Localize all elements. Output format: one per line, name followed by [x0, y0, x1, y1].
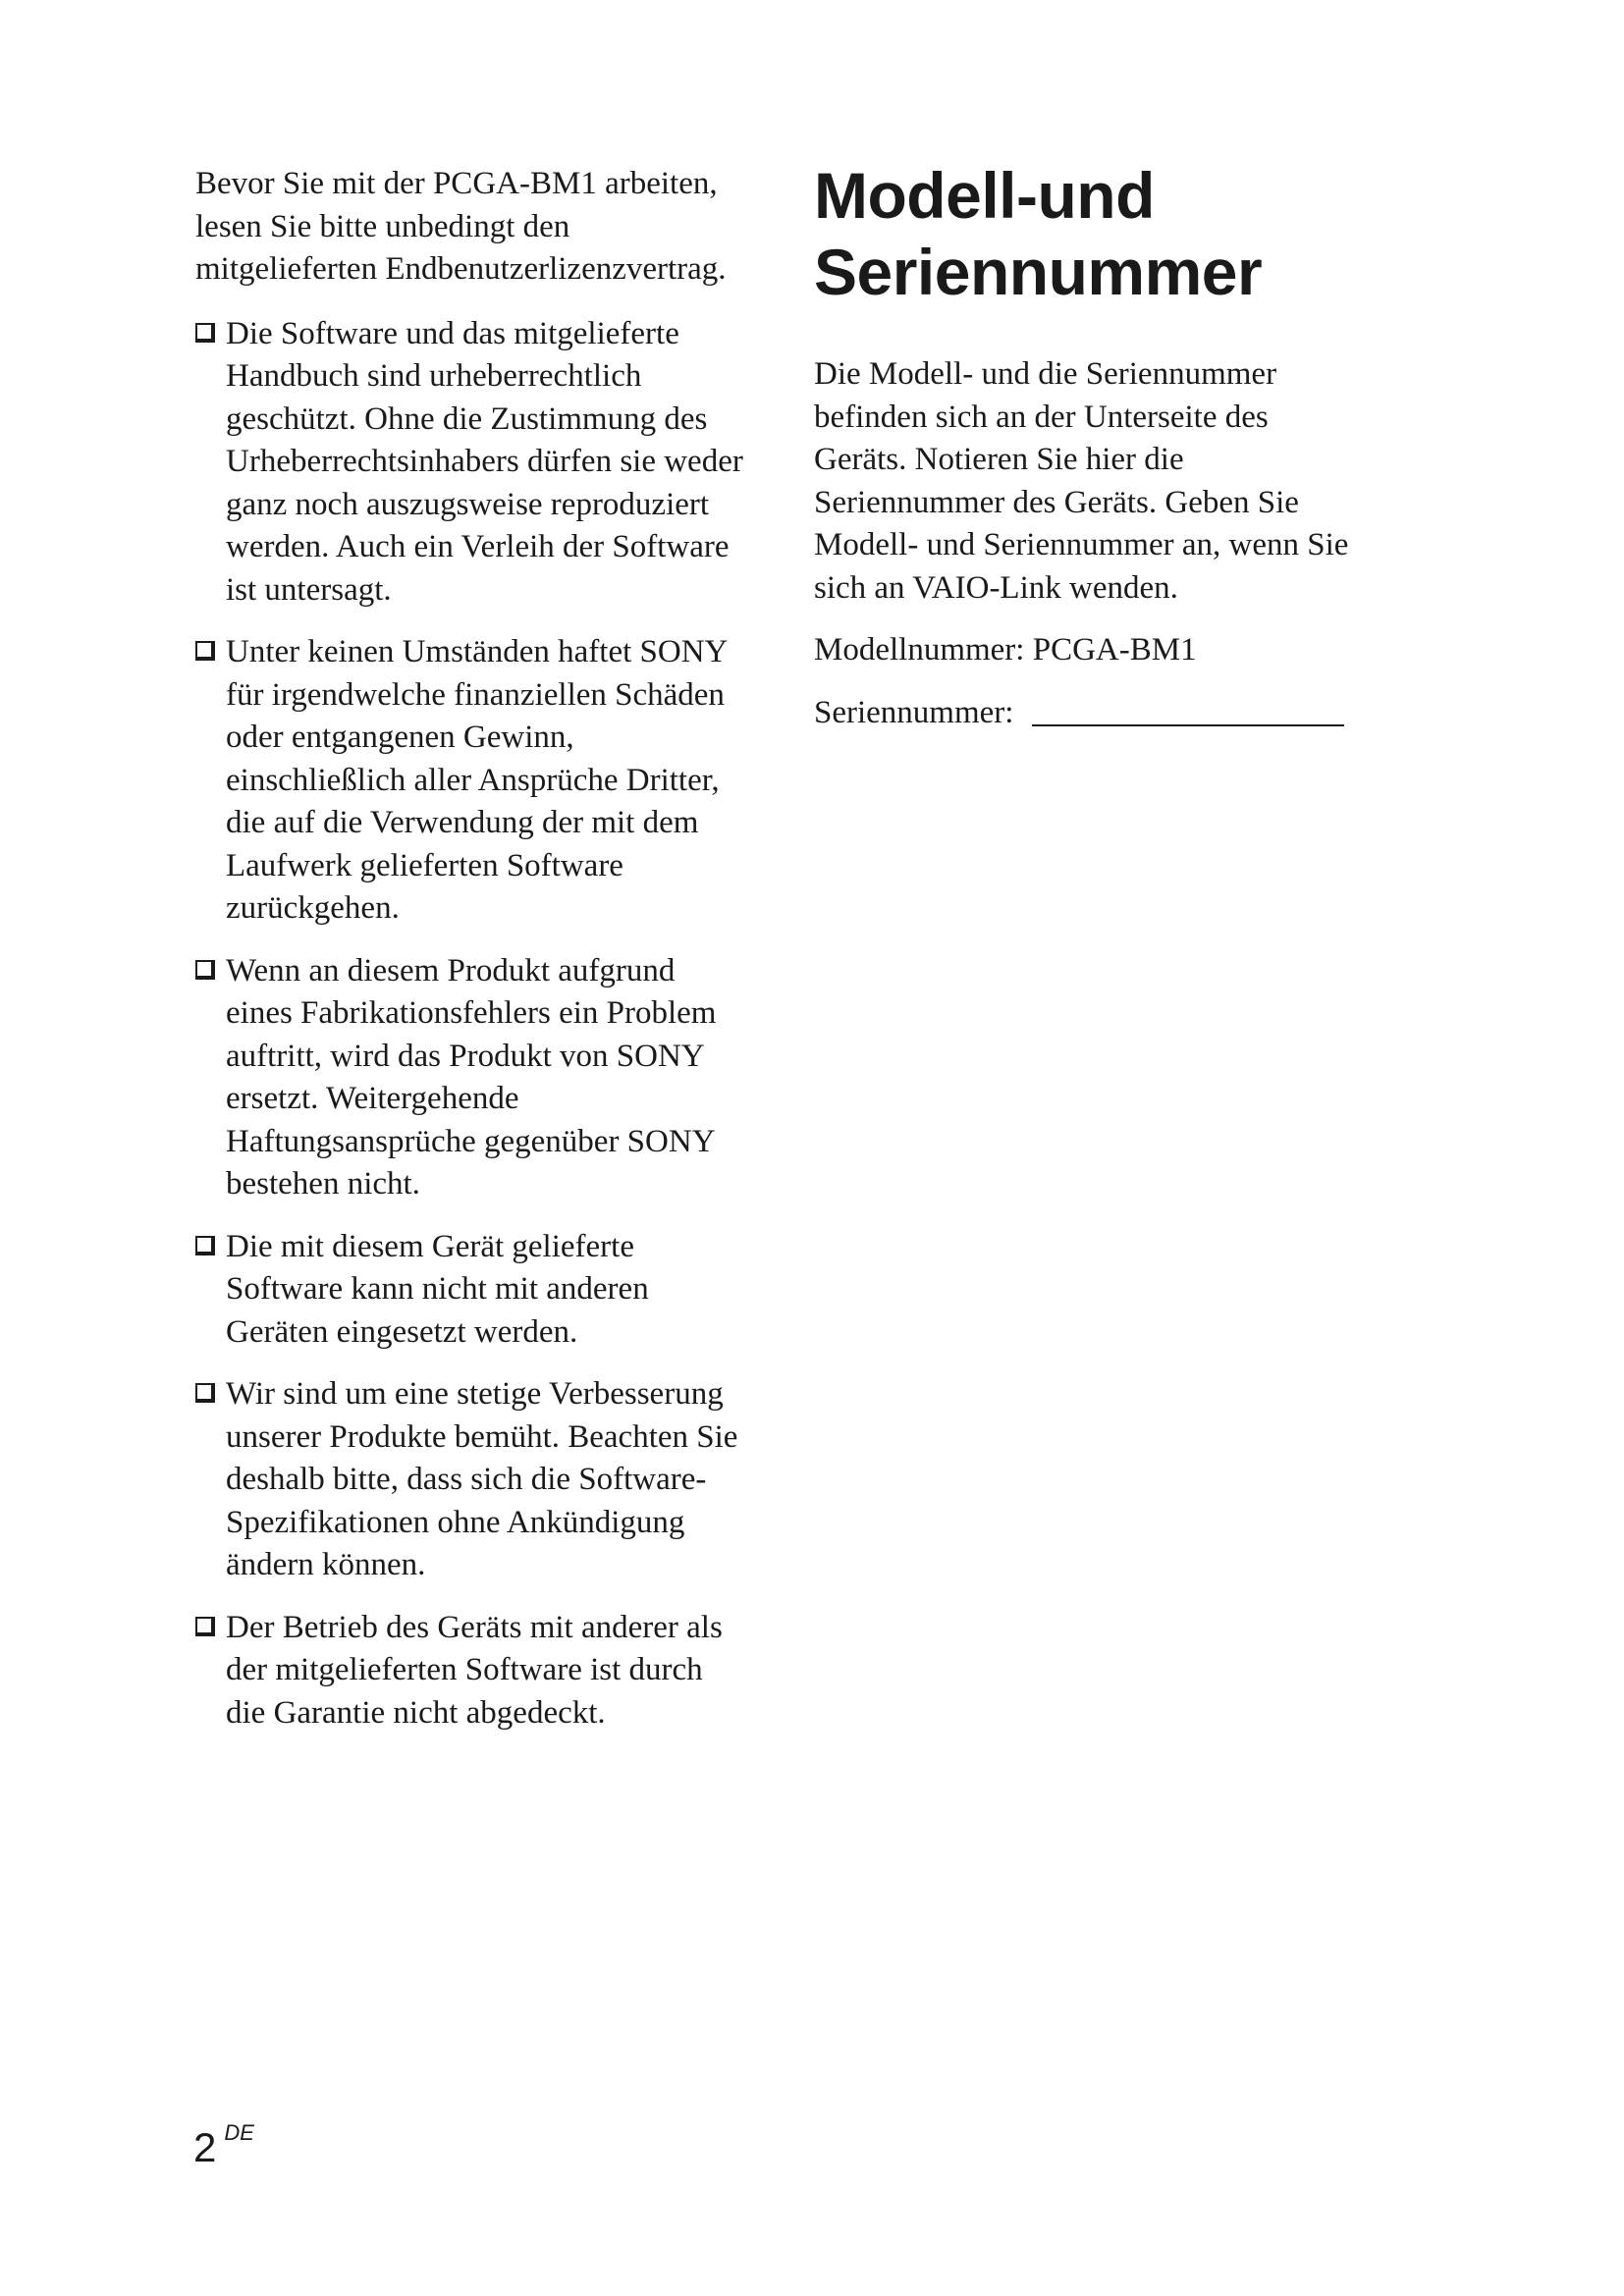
checkbox-icon: [195, 1236, 215, 1255]
page-number: 2: [193, 2124, 217, 2170]
serial-number-blank-line: [1032, 724, 1344, 726]
serial-number-label: Seriennummer:: [814, 694, 1014, 730]
model-number-line: Modellnummer: PCGA-BM1: [814, 632, 1197, 667]
note-item: [195, 1607, 745, 1735]
left-column: [195, 163, 745, 1754]
intro-paragraph: Bevor Sie mit der PCGA-BM1 arbeiten, lesen Sie bitte unbedingt den mitgelieferten Endbenutzerlizenzvertrag.: [195, 166, 727, 287]
checkbox-icon: [195, 1383, 215, 1403]
note-text: Unter keinen Umständen haftet SONY für irgendwelche finanziellen Schäden oder entgangenen Gewinn, einschließlich aller Ansprüche Dritter, die auf die Verwendung der mit dem Laufwerk gelieferten Software zurückgehen.: [226, 634, 728, 926]
heading-line-1: Modell-und: [814, 159, 1155, 232]
note-item: [195, 631, 745, 931]
note-item: [195, 1373, 745, 1587]
right-column: [814, 157, 1364, 734]
note-text: Der Betrieb des Geräts mit anderer als der mitgelieferten Software ist durch die Garantie nicht abgedeckt.: [226, 1609, 723, 1731]
checkbox-icon: [195, 960, 215, 980]
heading-line-2: Seriennummer: [814, 236, 1263, 308]
serial-info-paragraph: Die Modell- und die Seriennummer befinden sich an der Unterseite des Geräts. Notieren Sie hier die Seriennummer des Geräts. Geben Sie Modell- und Seriennummer an, wenn Sie sich an VAIO-Link wenden.: [814, 356, 1349, 606]
note-item: [195, 313, 745, 613]
serial-number-row: [814, 692, 1364, 735]
notes-list: [195, 313, 745, 1735]
note-text: Wenn an diesem Produkt aufgrund eines Fabrikationsfehlers ein Problem auftritt, wird das Produkt von SONY ersetzt. Weitergehende Haftungsansprüche gegenüber SONY bestehen nicht.: [226, 952, 717, 1201]
section-heading: [814, 157, 1364, 310]
checkbox-icon: [195, 1617, 215, 1636]
language-code: DE: [224, 2120, 254, 2145]
note-text: Die mit diesem Gerät gelieferte Software kann nicht mit anderen Geräten eingesetzt werden.: [226, 1228, 649, 1350]
note-text: Die Software und das mitgelieferte Handbuch sind urheberrechtlich geschützt. Ohne die Zustimmung des Urheberrechtsinhabers dürfen sie weder ganz noch auszugsweise reproduziert werden. Auch ein Verleih der Software ist untersagt.: [226, 315, 743, 608]
note-text: Wir sind um eine stetige Verbesserung unserer Produkte bemüht. Beachten Sie deshalb bitte, dass sich die Software-Spezifikationen ohne Ankündigung ändern können.: [226, 1376, 738, 1582]
note-item: [195, 1226, 745, 1355]
checkbox-icon: [195, 323, 215, 343]
checkbox-icon: [195, 641, 215, 661]
note-item: [195, 950, 745, 1206]
page-footer: [193, 2120, 254, 2171]
